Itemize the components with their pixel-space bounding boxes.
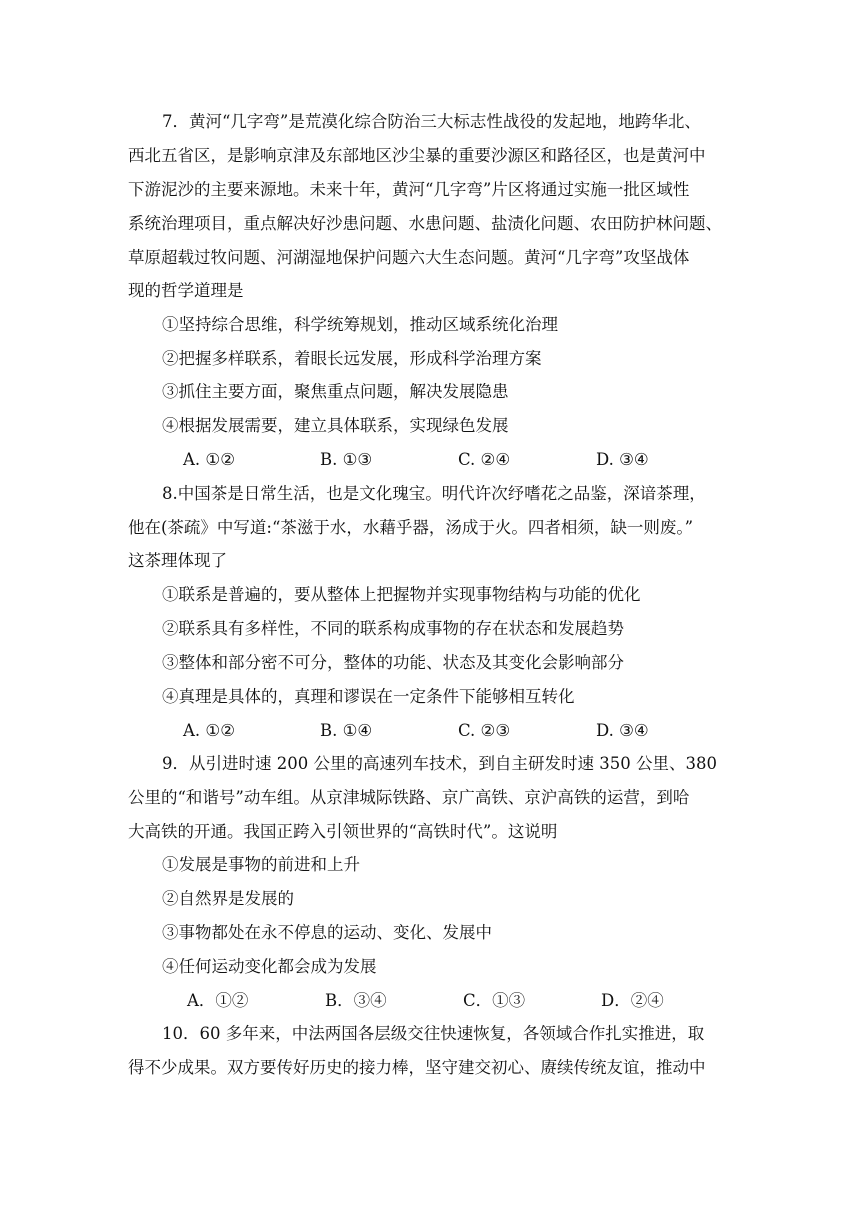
option-b: B. ①③	[320, 450, 373, 469]
question-7-stem-line: 下游泥沙的主要来源地。未来十年，黄河“几字弯”片区将通过实施一批区域性	[128, 180, 690, 199]
question-9-item: ②自然界是发展的	[162, 889, 294, 908]
question-9-stem-line: 公里的“和谐号”动车组。从京津城际铁路、京广高铁、京沪高铁的运营，到哈	[128, 788, 690, 807]
option-a: A．①②	[187, 991, 249, 1010]
option-c: C．①③	[463, 991, 526, 1010]
option-c: C. ②④	[458, 450, 511, 469]
question-7-item: ②把握多样联系，着眼长远发展，形成科学治理方案	[162, 349, 542, 368]
option-d: D. ③④	[596, 721, 649, 740]
option-a: A. ①②	[183, 450, 235, 469]
option-d: D. ③④	[596, 450, 649, 469]
question-8-item: ③整体和部分密不可分，整体的功能、状态及其变化会影响部分	[162, 653, 624, 672]
option-c: C. ②③	[458, 721, 511, 740]
question-7-stem-line: 草原超载过牧问题、河湖湿地保护问题六大生态问题。黄河“几字弯”攻坚战体	[128, 248, 690, 267]
question-8-item: ④真理是具体的，真理和谬误在一定条件下能够相互转化	[162, 687, 575, 706]
question-7-stem-line: 7．黄河“几字弯”是荒漠化综合防治三大标志性战役的发起地，地跨华北、	[162, 112, 701, 131]
question-7-stem-line: 现的哲学道理是	[128, 281, 244, 300]
question-8-item: ①联系是普遍的，要从整体上把握物并实现事物结构与功能的优化	[162, 585, 641, 604]
question-7-item: ④根据发展需要，建立具体联系，实现绿色发展	[162, 416, 509, 435]
question-9-stem-line: 9．从引进时速 200 公里的高速列车技术，到自主研发时速 350 公里、380	[162, 754, 717, 773]
question-9-item: ④任何运动变化都会成为发展	[162, 957, 377, 976]
option-b: B．③④	[325, 991, 387, 1010]
question-9-stem-line: 大高铁的开通。我国正跨入引领世界的“高铁时代”。这说明	[128, 822, 558, 841]
question-8-stem-line: 8.中国茶是日常生活，也是文化瑰宝。明代许次纾嗜花之品鉴，深谙茶理，	[162, 484, 706, 503]
option-d: D．②④	[601, 991, 664, 1010]
question-7-stem-line: 系统治理项目，重点解决好沙患问题、水患问题、盐渍化问题、农田防护林问题、	[128, 214, 722, 233]
question-7-item: ③抓住主要方面，聚焦重点问题，解决发展隐患	[162, 382, 509, 401]
question-10-stem-line: 10．60 多年来，中法两国各层级交往快速恢复，各领域合作扎实推进，取	[162, 1024, 705, 1043]
question-9-item: ①发展是事物的前进和上升	[162, 855, 360, 874]
question-7-stem-line: 西北五省区，是影响京津及东部地区沙尘暴的重要沙源区和路径区，也是黄河中	[128, 146, 706, 165]
question-8-stem-line: 他在(茶疏》中写道:“茶滋于水，水藉乎器，汤成于火。四者相须，缺一则废。”	[128, 518, 694, 537]
question-7-item: ①坚持综合思维，科学统筹规划，推动区域系统化治理	[162, 315, 558, 334]
question-8-item: ②联系具有多样性，不同的联系构成事物的存在状态和发展趋势	[162, 619, 624, 638]
question-10-stem-line: 得不少成果。双方要传好历史的接力棒，坚守建交初心、赓续传统友谊，推动中	[128, 1058, 706, 1077]
question-9-item: ③事物都处在永不停息的运动、变化、发展中	[162, 923, 492, 942]
question-8-stem-line: 这茶理体现了	[128, 551, 227, 570]
question-7-options	[0, 448, 860, 472]
question-9-options	[0, 989, 860, 1013]
option-b: B. ①④	[320, 721, 373, 740]
question-8-options	[0, 719, 860, 743]
option-a: A. ①②	[183, 721, 235, 740]
